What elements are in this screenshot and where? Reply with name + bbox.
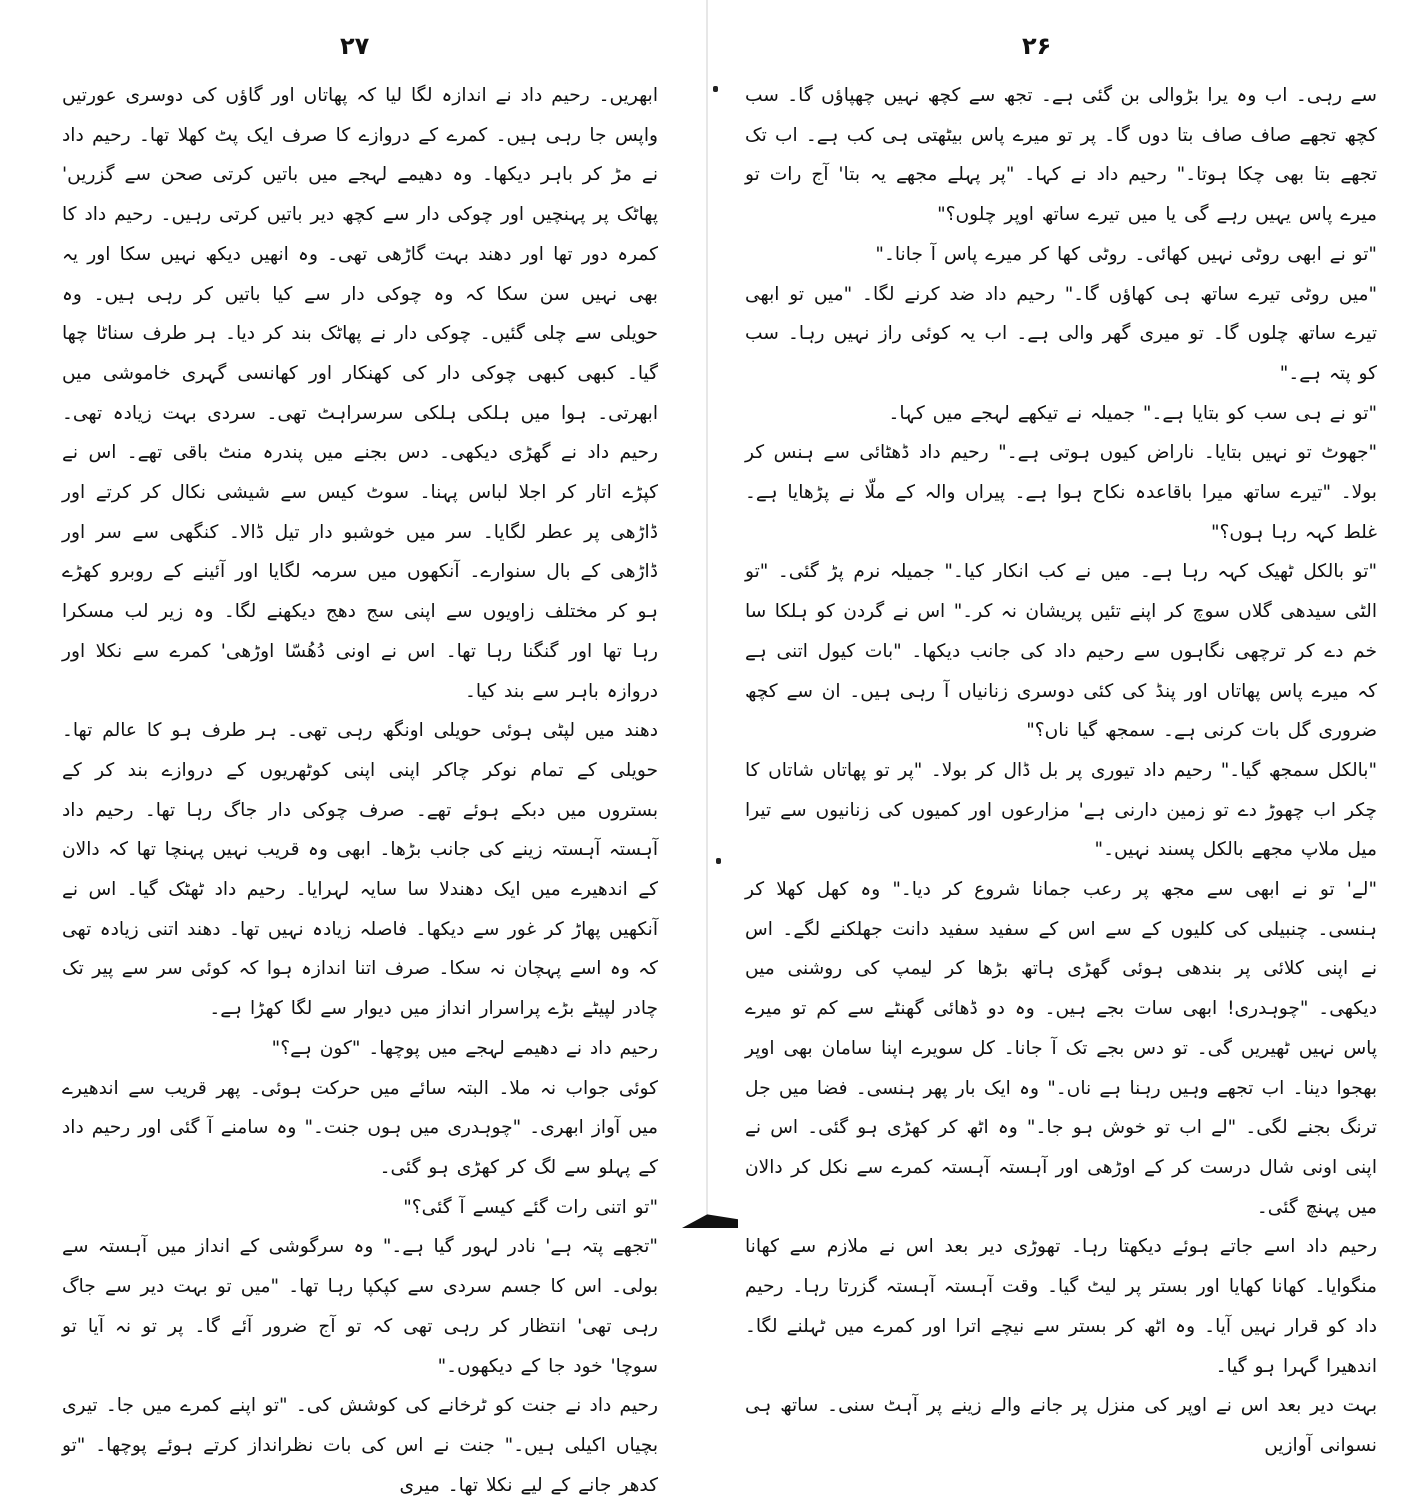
page-body: [745, 76, 1377, 1466]
paragraph: سے رہی۔ اب وہ یرا بڑوالی بن گئی ہے۔ تجھ سے کچھ نہیں چھپاؤں گا۔ سب کچھ تجھے صاف صاف بتا دوں گا۔ پر تو میرے پاس بیٹھتی ہی کب ہے۔ اب تک تجھے بتا بھی چکا ہوتا۔" رحیم داد نے کہا۔ "پر پہلے مجھے یہ بتا' آج رات تو میرے پاس یہیں رہے گی یا میں تیرے ساتھ اوپر چلوں؟": [745, 85, 1377, 226]
paragraph: کوئی جواب نہ ملا۔ البتہ سائے میں حرکت ہوئی۔ پھر قریب سے اندھیرے میں آواز ابھری۔ "چوہدری میں ہوں جنت۔" وہ سامنے آ گئی اور رحیم داد کے پہلو سے لگ کر کھڑی ہو گئی۔: [62, 1077, 658, 1178]
right-page: [707, 0, 1415, 1456]
paragraph: "جھوٹ تو نہیں بتایا۔ ناراض کیوں ہوتی ہے۔" رحیم داد ڈھٹائی سے ہنس کر بولا۔ "تیرے ساتھ میرا باقاعدہ نکاح ہوا ہے۔ پیراں والہ کے ملّا نے پڑھایا ہے۔ غلط کہہ رہا ہوں؟": [745, 442, 1377, 543]
paragraph: رحیم داد اسے جاتے ہوئے دیکھتا رہا۔ تھوڑی دیر بعد اس نے ملازم سے کھانا منگوایا۔ کھانا کھایا اور بستر پر لیٹ گیا۔ وقت آہستہ آہستہ گزرتا رہا۔ رحیم داد کو قرار نہیں آیا۔ وہ اٹھ کر بستر سے نیچے اترا اور کمرے میں ٹہلنے لگا۔ اندھیرا گہرا ہو گیا۔: [745, 1236, 1377, 1377]
paragraph: "تو نے ہی سب کو بتایا ہے۔" جمیلہ نے تیکھے لہجے میں کہا۔: [888, 402, 1377, 424]
page-number: ۲۶: [1022, 32, 1052, 60]
paragraph: "تو نے ابھی روٹی نہیں کھائی۔ روٹی کھا کر میرے پاس آ جانا۔": [875, 243, 1377, 265]
paragraph: "بالکل سمجھ گیا۔" رحیم داد تیوری پر بل ڈال کر بولا۔ "پر تو پھاتاں شاتاں کا چکر اب چھوڑ دے تو زمین دارنی ہے' مزارعوں اور کمیوں کی زنانیوں سے تیرا میل ملاپ مجھے بالکل پسند نہیں۔": [745, 759, 1377, 861]
page-body: [62, 76, 658, 1505]
paragraph: رحیم داد نے جنت کو ٹرخانے کی کوشش کی۔ "تو اپنے کمرے میں جا۔ تیری بچیاں اکیلی ہیں۔" جنت نے اس کی بات نظرانداز کرتے ہوئے پوچھا۔ "تو کدھر جانے کے لیے نکلا تھا۔ میری: [62, 1395, 658, 1496]
paragraph: رحیم داد نے دھیمے لہجے میں پوچھا۔ "کون ہے؟": [271, 1037, 658, 1059]
paragraph: "لے' تو نے ابھی سے مجھ پر رعب جمانا شروع کر دیا۔" وہ کھل کھلا کر ہنسی۔ چنبیلی کی کلیوں کے سے اس کے سفید سفید دانت جھلکنے لگے۔ اس نے اپنی کلائی پر بندھی ہوئی گھڑی ہاتھ بڑھا کر لیمپ کی روشنی میں دیکھی۔ "چوہدری! ابھی سات بجے ہیں۔ وہ دو ڈھائی گھنٹے سے کم تو میرے پاس نہیں ٹھیریں گی۔ تو دس بجے تک آ جانا۔ کل سویرے اپنا سامان بھی اوپر بھجوا دینا۔ اب تجھے وہیں رہنا ہے ناں۔" وہ ایک بار پھر ہنسی۔ فضا میں جل ترنگ بجنے لگی۔ "لے اب تو خوش ہو جا۔" وہ اٹھ کر کھڑی ہو گئی۔ اس نے اپنی اونی شال درست کر کے اوڑھی اور آہستہ آہستہ کمرے سے نکل کر دالان میں پہنچ گئی۔: [745, 879, 1377, 1218]
paragraph: "میں روٹی تیرے ساتھ ہی کھاؤں گا۔" رحیم داد ضد کرنے لگا۔ "میں تو ابھی تیرے ساتھ چلوں گا۔ تو میری گھر والی ہے۔ اب یہ کوئی راز نہیں رہا۔ سب کو پتہ ہے۔": [745, 283, 1377, 384]
paragraph: بہت دیر بعد اس نے اوپر کی منزل پر جانے والے زینے پر آہٹ سنی۔ ساتھ ہی نسوانی آوازیں: [745, 1395, 1377, 1456]
paragraph: "تو اتنی رات گئے کیسے آ گئی؟": [403, 1196, 658, 1218]
paragraph: ابھریں۔ رحیم داد نے اندازہ لگا لیا کہ پھاتاں اور گاؤں کی دوسری عورتیں واپس جا رہی ہیں۔ کمرے کے دروازے کا صرف ایک پٹ کھلا تھا۔ رحیم داد نے مڑ کر باہر دیکھا۔ وہ دھیمے لہجے میں باتیں کرتی صحن سے گزریں' پھاٹک پر پہنچیں اور چوکی دار سے کچھ دیر باتیں کرتی رہیں۔ رحیم داد کا کمرہ دور تھا اور دھند بہت گاڑھی تھی۔ وہ انھیں دیکھ نہیں سکا اور یہ بھی نہیں سن سکا کہ وہ چوکی دار سے کیا باتیں کر رہی ہیں۔ وہ حویلی سے چلی گئیں۔ چوکی دار نے پھاٹک بند کر دیا۔ ہر طرف سناٹا چھا گیا۔ کبھی کبھی چوکی دار کی کھنکار اور کھانسی گہری خاموشی میں ابھرتی۔ ہوا میں ہلکی ہلکی سرسراہٹ تھی۔ سردی بہت زیادہ تھی۔ رحیم داد نے گھڑی دیکھی۔ دس بجنے میں پندرہ منٹ باقی تھے۔ اس نے کپڑے اتار کر اجلا لباس پہنا۔ سوٹ کیس سے شیشی نکال کر کرتے اور ڈاڑھی پر عطر لگایا۔ سر میں خوشبو دار تیل ڈالا۔ کنگھی سے سر اور ڈاڑھی کے بال سنوارے۔ آنکھوں میں سرمہ لگایا اور آئینے کے روبرو کھڑے ہو کر مختلف زاویوں سے اپنی سج دھج دیکھنے لگا۔ وہ زیر لب مسکرا رہا تھا اور گنگنا رہا تھا۔ اس نے اونی دُھُسّا اوڑھی' کمرے سے نکلا اور دروازہ باہر سے بند کیا۔: [62, 85, 658, 702]
paragraph: "تجھے پتہ ہے' نادر لہور گیا ہے۔" وہ سرگوشی کے انداز میں آہستہ سے بولی۔ اس کا جسم سردی سے کپکپا رہا تھا۔ "میں تو بہت دیر سے جاگ رہی تھی' انتظار کر رہی تھی کہ تو آج ضرور آئے گا۔ پر تو نہ آیا تو سوچا' خود جا کے دیکھوں۔": [62, 1236, 658, 1377]
paragraph: "تو بالکل ٹھیک کہہ رہا ہے۔ میں نے کب انکار کیا۔" جمیلہ نرم پڑ گئی۔ "تو الٹی سیدھی گلاں سوچ کر اپنے تئیں پریشان نہ کر۔" اس نے گردن کو ہلکا سا خم دے کر ترچھی نگاہوں سے رحیم داد کی جانب دیکھا۔ "بات کیول اتنی ہے کہ میرے پاس پھاتاں اور پنڈ کی کئی دوسری زنانیاں آ رہی ہیں۔ ان سے کچھ ضروری گل بات کرنی ہے۔ سمجھ گیا ناں؟": [745, 561, 1377, 742]
page-number: ۲۷: [340, 32, 370, 60]
left-page: [0, 0, 707, 1496]
paragraph: دھند میں لپٹی ہوئی حویلی اونگھ رہی تھی۔ ہر طرف ہو کا عالم تھا۔ حویلی کے تمام نوکر چاکر اپنی اپنی کوٹھریوں کے دروازے بند کر کے بستروں میں دبکے ہوئے تھے۔ صرف چوکی دار جاگ رہا تھا۔ رحیم داد آہستہ آہستہ زینے کی جانب بڑھا۔ ابھی وہ قریب نہیں پہنچا تھا کہ دالان کے اندھیرے میں ایک دھندلا سا سایہ لہرایا۔ رحیم داد ٹھٹک گیا۔ اس نے آنکھیں پھاڑ کر غور سے دیکھا۔ فاصلہ زیادہ نہیں تھا۔ دھند اتنی زیادہ تھی کہ وہ اسے پہچان نہ سکا۔ صرف اتنا اندازہ ہوا کہ کوئی سر سے پیر تک چادر لپیٹے بڑے پراسرار انداز میں دیوار سے لگا کھڑا ہے۔: [62, 720, 658, 1020]
scan-speck: [716, 858, 721, 864]
scan-speck: [713, 86, 718, 92]
